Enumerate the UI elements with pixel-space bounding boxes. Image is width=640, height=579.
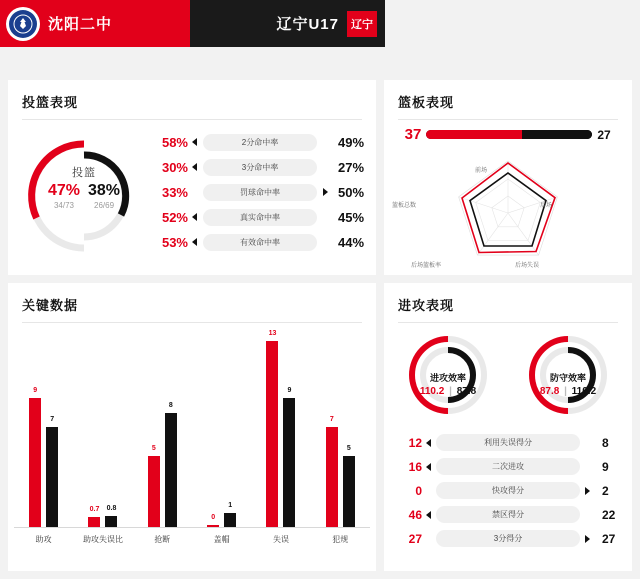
offense-comparison-rows [384,417,632,550]
away-value: 49% [338,134,365,150]
shooting-donut-chart [14,126,154,256]
stat-row [154,155,366,179]
away-value: 27 [602,531,616,546]
stat-row [154,180,366,204]
home-value: 46 [408,507,422,522]
bar-group [133,327,192,527]
radar-axis-label: 后场失误 [515,263,540,269]
radar-axis-label: 后场 [540,203,553,209]
home-fg-block [48,182,80,210]
stat-label: 有效命中率 [203,234,317,251]
shooting-card [8,80,376,275]
away-value: 45% [338,209,365,225]
category-label: 助攻 [35,535,52,544]
offensive-efficiency-label: 进攻效率 [429,373,466,383]
category-label: 抢断 [154,535,171,544]
category-label: 犯规 [332,535,349,544]
home-bar [29,387,41,527]
stat-row [394,479,622,502]
radar-axis-label: 后场篮板率 [411,263,442,269]
leader-arrow-left-icon [426,511,431,519]
category-label: 失误 [272,535,289,544]
stat-label: 利用失误得分 [436,434,580,451]
key-data-bar-chart [8,323,376,563]
leader-arrow-left-icon [192,163,197,171]
stat-label: 3分命中率 [203,159,317,176]
stat-row [394,503,622,526]
home-value: 16 [408,459,422,474]
rebound-card-title: 篮板表现 [398,95,455,110]
away-value: 2 [602,483,609,498]
home-value: 33% [161,184,188,200]
home-bar-value: 7 [329,416,334,423]
home-bar [207,514,219,527]
stat-label: 3分得分 [436,530,580,547]
bar-group [14,327,73,527]
home-bar [148,444,160,527]
eagle-crest-icon [6,7,40,41]
radar-axis-label: 前场 [475,168,488,174]
away-bar [46,416,58,527]
defensive-efficiency-label: 防守效率 [549,373,586,383]
home-value: 52% [161,209,188,225]
away-fg-block [88,182,120,210]
home-bar [266,330,278,527]
rebound-card [384,80,632,275]
away-value: 50% [338,184,365,200]
stat-label: 禁区得分 [436,506,580,523]
stat-row [394,527,622,550]
donut-label: 投篮 [72,167,96,179]
offense-card [384,283,632,571]
home-team-header [0,0,190,47]
bar-group [192,327,251,527]
home-value: 27 [408,531,422,546]
away-defensive-efficiency: 110.2 [571,386,597,397]
away-offensive-efficiency: 87.8 [456,386,477,397]
home-value: 53% [161,234,188,250]
away-bar-value: 1 [228,501,233,509]
away-value: 27% [338,159,365,175]
stat-label: 快攻得分 [436,482,580,499]
stat-label: 罚球命中率 [203,184,317,201]
rebound-radar-chart [384,143,632,283]
leader-arrow-left-icon [426,463,431,471]
bar-category-labels [14,528,370,545]
home-bar [88,506,100,527]
away-bar [283,387,295,527]
home-bar-value: 9 [33,387,38,395]
rebound-bar-track [426,130,592,139]
stat-row [394,431,622,454]
bar-group [311,327,370,527]
leader-arrow-right-icon [585,487,590,495]
leader-arrow-left-icon [192,138,197,146]
stat-label: 2分命中率 [203,134,317,151]
home-value: 58% [161,134,188,150]
away-fg-pct: 38% [88,182,121,199]
stat-row [154,230,366,254]
home-rebound-total: 37 [404,126,422,143]
stat-label: 二次进攻 [436,458,580,475]
home-fg-pct: 47% [47,182,80,199]
stat-label: 真实命中率 [203,209,317,226]
away-bar [105,504,117,527]
home-offensive-efficiency: 110.2 [419,386,445,397]
home-value: 0 [415,483,422,498]
away-bar [165,401,177,527]
away-team-name: 辽宁U17 [276,16,339,33]
rebound-total-bar [398,120,618,143]
category-label: 盖帽 [213,535,230,544]
offense-card-title: 进攻表现 [398,298,455,313]
shooting-comparison-rows [154,126,366,256]
match-header [0,0,385,47]
home-bar [326,416,338,527]
stat-row [154,130,366,154]
key-data-card [8,283,376,571]
away-rebound-total: 27 [597,127,611,142]
bar-group [251,327,310,527]
stat-row [394,455,622,478]
away-value: 9 [602,459,609,474]
leader-arrow-left-icon [192,213,197,221]
defensive-efficiency-gauge: 防守效率 87.8 | 110.2 [516,331,620,417]
away-bar-value: 8 [168,401,173,409]
home-team-name: 沈阳二中 [48,16,113,33]
home-bar-value: 0.7 [89,506,100,513]
leader-arrow-left-icon [426,439,431,447]
home-fg-makes: 34/73 [53,201,74,210]
away-bar-value: 7 [50,416,55,423]
away-team-header [190,0,385,47]
shooting-card-title: 投篮表现 [22,95,79,110]
away-team-badge: 辽宁 [347,11,377,37]
radar-axis-label: 篮板总数 [392,203,417,209]
home-value: 30% [161,159,188,175]
home-bar-value: 0 [211,514,216,521]
bar-group [73,327,132,527]
away-fg-makes: 26/69 [94,201,115,210]
offensive-efficiency-gauge: 进攻效率 110.2 | 87.8 [396,331,500,417]
category-label: 助攻失误比 [82,535,123,544]
away-bar [224,501,236,527]
away-value: 8 [602,435,609,450]
leader-arrow-right-icon [323,188,328,196]
away-value: 44% [338,234,365,250]
home-defensive-efficiency: 87.8 [539,386,560,397]
away-bar-value: 5 [346,444,351,452]
home-bar-value: 5 [151,444,156,452]
away-bar [343,444,355,527]
home-bar-value: 13 [268,330,277,338]
leader-arrow-left-icon [192,238,197,246]
away-bar-value: 0.8 [106,504,117,512]
key-data-card-title: 关键数据 [22,298,79,313]
stat-row [154,205,366,229]
away-bar-value: 9 [287,387,292,395]
leader-arrow-right-icon [585,535,590,543]
home-value: 12 [408,435,422,450]
away-value: 22 [602,507,616,522]
